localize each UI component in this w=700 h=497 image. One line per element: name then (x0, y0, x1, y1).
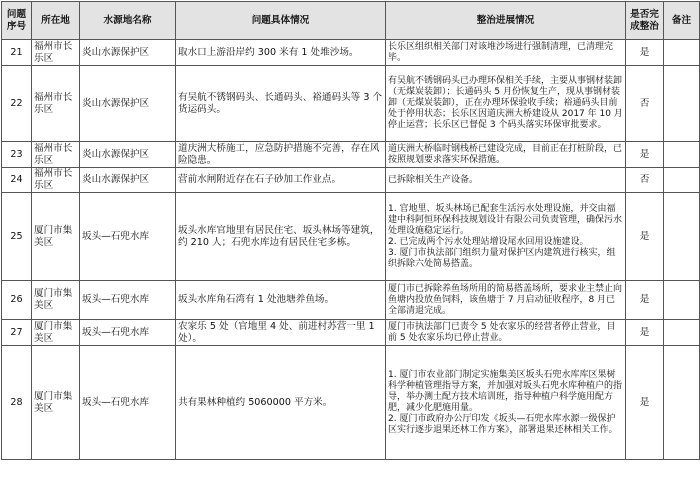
cell-completed: 是 (626, 193, 664, 281)
cell-num: 26 (2, 281, 32, 320)
cell-progress (386, 40, 626, 66)
cell-source: 炎山水源保护区 (80, 66, 176, 142)
cell-remark (664, 40, 700, 66)
table-row (2, 193, 700, 281)
cell-progress (386, 193, 626, 281)
table-row (2, 346, 700, 460)
progress-line: 2. 厦门市政府办公厅印发《坂头—石兜水库水源一级保护区实行逐步退果还林工作方案》，部署退果还林相关工作。 (388, 413, 618, 435)
rectification-table (1, 1, 700, 460)
cell-num: 23 (2, 142, 32, 168)
cell-num: 21 (2, 40, 32, 66)
cell-remark (664, 168, 700, 193)
cell-problem: 农家乐 5 处（官地里 4 处、前进村苏营一里 1 处）。 (176, 320, 386, 346)
cell-problem: 坂头水库角石湾有 1 处池塘养鱼场。 (176, 281, 386, 320)
header-row (2, 2, 700, 40)
table-row (2, 40, 700, 66)
progress-line: 已拆除相关生产设备。 (388, 174, 479, 185)
cell-progress (386, 142, 626, 168)
progress-line: 1. 厦门市农业部门制定实施集美区坂头石兜水库库区果树科学种植管理指导方案，并加强对坂头石兜水库种植户的指导，举办测土配方技术培训班，指导种植户科学施用配方肥，减少化肥施用量。 (388, 369, 623, 413)
header-num: 问题 序号 (2, 2, 32, 40)
progress-line: 2. 已完成两个污水处理站增设尾水回用设施建设。 (388, 236, 589, 247)
cell-progress (386, 281, 626, 320)
progress-line: 长乐区组织相关部门对该堆沙场进行强制清理，已清理完毕。 (388, 41, 614, 63)
cell-problem: 道庆洲大桥施工，应急防护措施不完善，存在风险隐患。 (176, 142, 386, 168)
cell-num: 27 (2, 320, 32, 346)
progress-line: 3. 厦门市执法部门组织力量对保护区内建筑进行核实，组织拆除六处简易搭盖。 (388, 247, 616, 269)
table-row (2, 142, 700, 168)
table-row (2, 66, 700, 142)
header-problem: 问题具体情况 (176, 2, 386, 40)
cell-completed: 否 (626, 66, 664, 142)
cell-source: 炎山水源保护区 (80, 142, 176, 168)
cell-problem: 有吴航不锈钢码头、长通码头、裕通码头等 3 个货运码头。 (176, 66, 386, 142)
progress-line: 厦门市执法部门已责令 5 处农家乐的经营者停止营业，目前 5 处农家乐均已停止营业。 (388, 321, 616, 343)
cell-location: 厦门市集美区 (32, 193, 80, 281)
cell-problem: 坂头水库官地里有居民住宅、坂头林场等建筑，约 210 人；石兜水库边有居民住宅多栋。 (176, 193, 386, 281)
cell-remark (664, 320, 700, 346)
cell-source: 炎山水源保护区 (80, 40, 176, 66)
cell-location: 福州市长乐区 (32, 40, 80, 66)
cell-completed: 是 (626, 40, 664, 66)
cell-problem: 营前水闸附近存在石子砂加工作业点。 (176, 168, 386, 193)
cell-source: 坂头—石兜水库 (80, 320, 176, 346)
progress-line: 1. 官地里、坂头林场已配套生活污水处理设施，并交由福建中科阿恒环保科技规划设计有限公司负责管理，确保污水处理设施稳定运行。 (388, 203, 623, 236)
cell-location: 厦门市集美区 (32, 320, 80, 346)
cell-num: 24 (2, 168, 32, 193)
cell-source: 坂头—石兜水库 (80, 193, 176, 281)
cell-source: 坂头—石兜水库 (80, 346, 176, 460)
cell-progress (386, 346, 626, 460)
cell-num: 25 (2, 193, 32, 281)
header-progress: 整治进展情况 (386, 2, 626, 40)
cell-completed: 是 (626, 281, 664, 320)
table-row (2, 168, 700, 193)
header-remark: 备注 (664, 2, 700, 40)
cell-source: 坂头—石兜水库 (80, 281, 176, 320)
cell-remark (664, 346, 700, 460)
cell-remark (664, 193, 700, 281)
cell-location: 厦门市集美区 (32, 346, 80, 460)
header-completed: 是否完 成整治 (626, 2, 664, 40)
cell-location: 厦门市集美区 (32, 281, 80, 320)
progress-line: 厦门市已拆除养鱼场所用的简易搭盖场所，要求业主禁止向鱼塘内投放鱼饲料，该鱼塘于 7 月启动征收程序，8 月已全部清退完成。 (388, 283, 623, 316)
progress-line: 道庆洲大桥临时钢栈桥已建设完成，目前正在打桩阶段，已按照规划要求落实环保措施。 (388, 143, 623, 165)
cell-num: 22 (2, 66, 32, 142)
cell-remark (664, 142, 700, 168)
cell-location: 福州市长乐区 (32, 142, 80, 168)
progress-line: 有吴航不锈钢码头已办理环保相关手续，主要从事钢材装卸（无煤炭装卸）；长通码头 5 月份恢复生产，现从事钢材装卸（无煤炭装卸），正在办理环保验收手续；裕通码头目前处于停用状态；长乐区因道庆洲大桥建设从 2017 年 10 月停止运营；长乐区已督促 3 个码头落实环保审批要求。 (388, 76, 623, 130)
cell-progress (386, 66, 626, 142)
cell-location: 福州市长乐区 (32, 66, 80, 142)
header-source: 水源地名称 (80, 2, 176, 40)
cell-remark (664, 66, 700, 142)
cell-completed: 是 (626, 320, 664, 346)
cell-completed: 否 (626, 168, 664, 193)
header-location: 所在地 (32, 2, 80, 40)
cell-problem: 共有果林种植约 5060000 平方米。 (176, 346, 386, 460)
cell-completed: 是 (626, 142, 664, 168)
cell-num: 28 (2, 346, 32, 460)
cell-problem: 取水口上游沿岸约 300 米有 1 处堆沙场。 (176, 40, 386, 66)
cell-remark (664, 281, 700, 320)
cell-location: 福州市长乐区 (32, 168, 80, 193)
cell-progress (386, 168, 626, 193)
cell-completed: 是 (626, 346, 664, 460)
table-row (2, 320, 700, 346)
cell-source: 炎山水源保护区 (80, 168, 176, 193)
cell-progress (386, 320, 626, 346)
table-row (2, 281, 700, 320)
